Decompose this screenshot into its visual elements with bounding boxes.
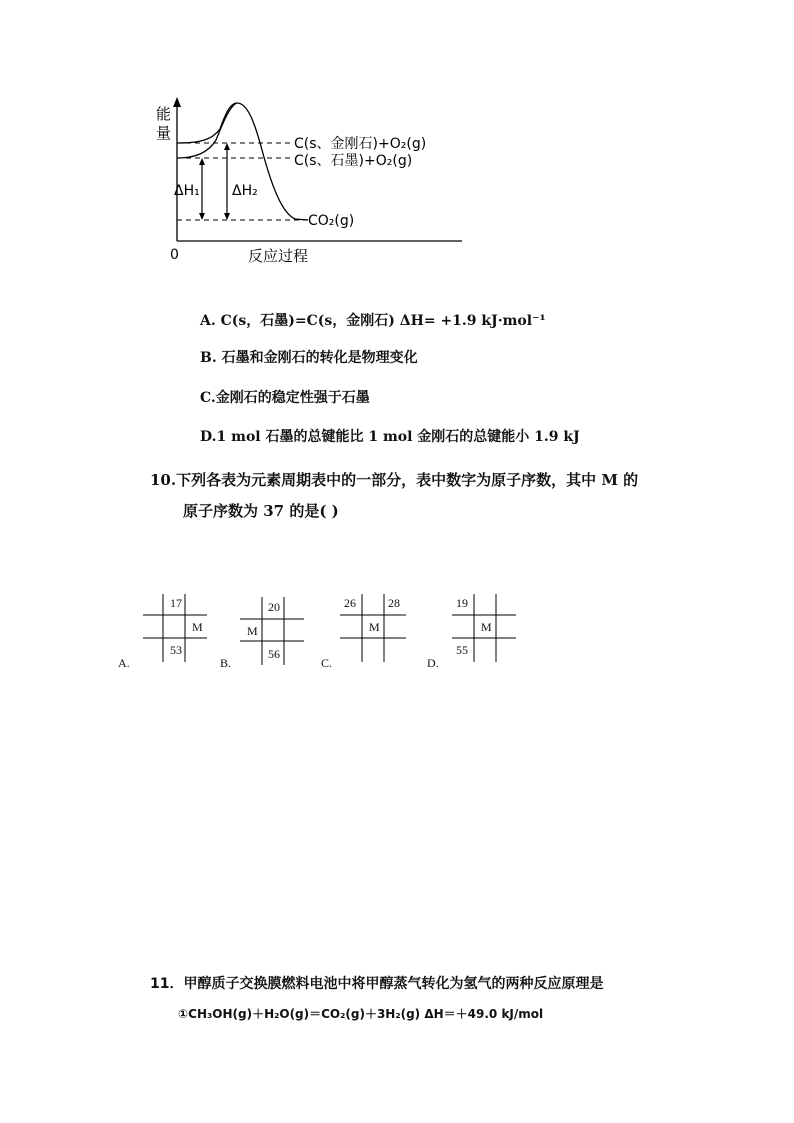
origin-label: 0: [170, 247, 179, 263]
q10-table-a-top: 17: [170, 596, 182, 610]
y-axis-label-1: 能: [156, 105, 172, 123]
q11-stem: 11．甲醇质子交换膜燃料电池中将甲醇蒸气转化为氢气的两种反应原理是: [150, 976, 604, 992]
q9-option-c: C.金刚石的稳定性强于石墨: [200, 390, 370, 406]
q10-table-a-bottom: 53: [170, 643, 182, 657]
q10-table-c-mid: M: [369, 620, 380, 634]
q10-table-d-bottom: 55: [456, 643, 468, 657]
diamond-level-label: C(s、金刚石)+O₂(g): [294, 136, 427, 152]
q10-stem-line-2: 原子序数为 37 的是( ): [183, 502, 339, 520]
dh1-label: ΔH₁: [174, 183, 200, 199]
q10-table-b-top: 20: [268, 600, 280, 614]
q10-option-a-letter: A.: [118, 656, 130, 670]
co2-level-label: CO₂(g): [308, 213, 355, 229]
q10-option-d-letter: D.: [427, 656, 439, 670]
dh2-label: ΔH₂: [232, 183, 258, 199]
energy-diagram: [150, 95, 470, 270]
q9-option-a: A. C(s，石墨)=C(s，金刚石) ΔH= +1.9 kJ·mol⁻¹: [200, 313, 546, 329]
y-axis-arrow: [173, 97, 181, 107]
q10-option-c-letter: C.: [321, 656, 333, 670]
q10-table-d-mid: M: [481, 620, 492, 634]
q11-reaction: ①CH₃OH(g)＋H₂O(g)＝CO₂(g)＋3H₂(g) ΔH＝＋49.0 kJ/mol: [178, 1007, 544, 1021]
q10-table-c-top-left: 26: [344, 596, 356, 610]
diamond-curve: [177, 103, 308, 220]
q10-table-d-top: 19: [456, 596, 468, 610]
q10-table-c-top-right: 28: [388, 596, 400, 610]
q10-table-b-mid: M: [247, 624, 258, 638]
q10-table-b-bottom: 56: [268, 647, 280, 661]
x-axis-label: 反应过程: [248, 247, 309, 265]
q10-option-b-letter: B.: [220, 656, 232, 670]
q10-stem-line-1: 10.下列各表为元素周期表中的一部分，表中数字为原子序数，其中 M 的: [150, 471, 639, 489]
q10-table-a-mid: M: [192, 620, 203, 634]
graphite-level-label: C(s、石墨)+O₂(g): [294, 153, 413, 169]
q9-option-b: B. 石墨和金刚石的转化是物理变化: [200, 350, 418, 366]
y-axis-label-2: 量: [156, 124, 172, 142]
q9-option-d: D.1 mol 石墨的总键能比 1 mol 金刚石的总键能小 1.9 kJ: [200, 429, 580, 445]
